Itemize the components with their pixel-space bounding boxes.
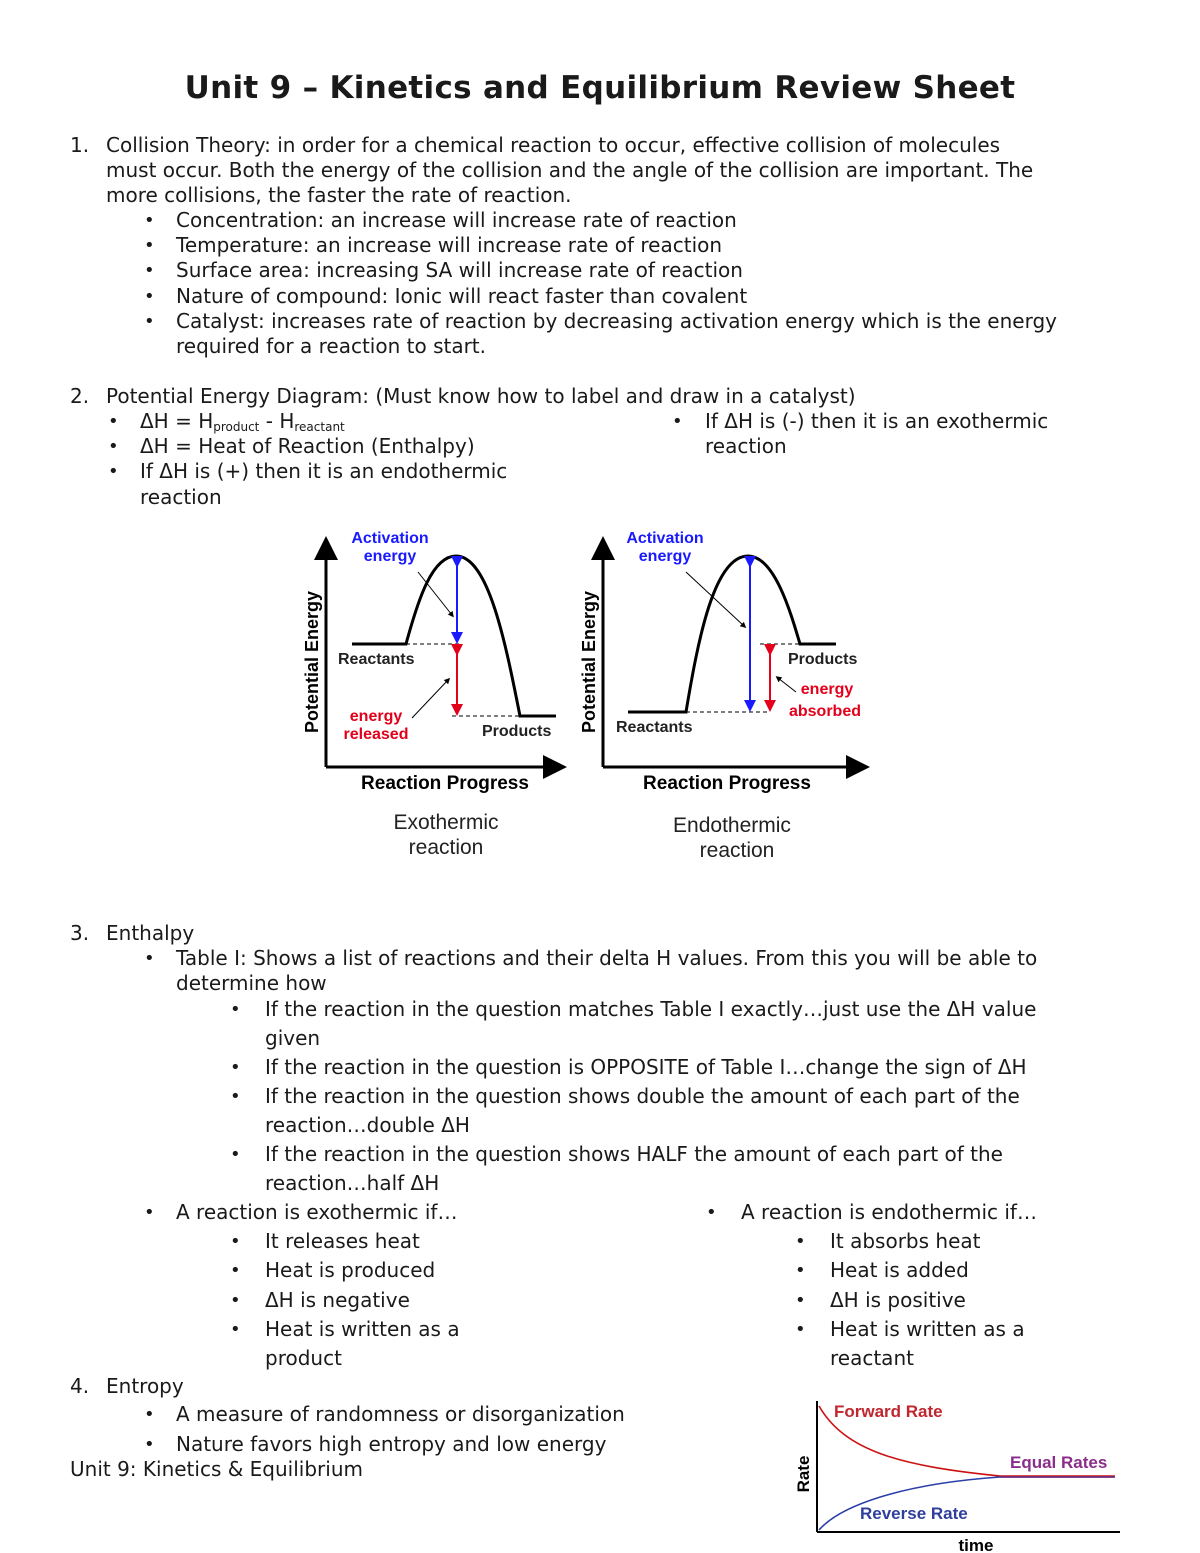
x-axis-label: Reaction Progress (643, 773, 811, 794)
x-axis-label: Reaction Progress (361, 773, 529, 794)
bullet: • (144, 311, 155, 332)
bullet: • (230, 1144, 241, 1165)
section-3-heading: Enthalpy (106, 921, 195, 945)
energy-label-1: energy (800, 681, 854, 698)
sub-item: If the reaction in the question shows double the amount of each part of the (265, 1084, 1020, 1108)
bullet: • (144, 1202, 155, 1223)
sub-item-continued: given (265, 1026, 321, 1050)
bullet: • (230, 1290, 241, 1311)
bullet: • (795, 1260, 806, 1281)
bullet: • (144, 260, 155, 281)
exothermic-heading: A reaction is exothermic if… (176, 1200, 458, 1224)
reverse-rate-label: Reverse Rate (860, 1504, 968, 1523)
bullet: • (230, 999, 241, 1020)
bullet: • (144, 1434, 155, 1455)
sub-item-continued: reaction…half ΔH (265, 1171, 440, 1195)
eq-mid: - H (259, 409, 295, 433)
bullet: • (706, 1202, 717, 1223)
section-1-line-3: more collisions, the faster the rate of reaction. (106, 183, 572, 207)
rate-time-figure (790, 1396, 1130, 1553)
bullet: • (144, 210, 155, 231)
bullet: • (230, 1260, 241, 1281)
exothermic-item-continued: product (265, 1346, 342, 1370)
sub-item: If the reaction in the question shows HALF the amount of each part of the (265, 1142, 1003, 1166)
released-pointer (412, 680, 448, 718)
list-item: Nature favors high entropy and low energy (176, 1432, 607, 1456)
bullet: • (108, 436, 119, 457)
bullet: • (795, 1290, 806, 1311)
list-item: Concentration: an increase will increase rate of reaction (176, 208, 737, 232)
bullet: • (144, 1404, 155, 1425)
list-item: If ΔH is (-) then it is an exothermic (705, 409, 1049, 433)
reactants-label: Reactants (616, 719, 693, 736)
page-title: Unit 9 – Kinetics and Equilibrium Review Sheet (184, 70, 1016, 106)
bullet: • (230, 1086, 241, 1107)
exothermic-item: ΔH is negative (265, 1288, 410, 1312)
eq-prefix: ΔH = H (140, 409, 214, 433)
exothermic-item: Heat is produced (265, 1258, 436, 1282)
endothermic-diagram (579, 530, 861, 862)
exothermic-item: Heat is written as a (265, 1317, 460, 1341)
energy-curve (352, 556, 556, 716)
list-item-continued: required for a reaction to start. (176, 334, 487, 358)
list-item-continued: reaction (140, 485, 222, 509)
section-3-number: 3. (70, 921, 90, 945)
exothermic-diagram (302, 530, 556, 859)
energy-label-2: absorbed (788, 703, 862, 720)
endothermic-item: It absorbs heat (830, 1229, 981, 1253)
page-footer: Unit 9: Kinetics & Equilibrium (70, 1457, 363, 1481)
y-axis-label: Potential Energy (302, 590, 322, 734)
bullet: • (230, 1057, 241, 1078)
x-axis-label: time (958, 1536, 994, 1553)
caption-1: Endothermic (673, 814, 791, 837)
list-item: If ΔH is (+) then it is an endothermic (140, 459, 508, 483)
reactants-label: Reactants (338, 651, 415, 668)
bullet: • (672, 411, 683, 432)
section-4-number: 4. (70, 1374, 90, 1398)
section-1-line-2: must occur. Both the energy of the collision and the angle of the collision are important. The (106, 158, 1034, 182)
products-label: Products (788, 651, 858, 668)
section-1-line-1: Collision Theory: in order for a chemical reaction to occur, effective collision of molecules (106, 133, 1001, 157)
caption-1: Exothermic (393, 811, 499, 834)
y-axis-label: Rate (794, 1455, 813, 1493)
list-item: ΔH = Heat of Reaction (Enthalpy) (140, 434, 475, 458)
absorbed-pointer (778, 678, 796, 692)
list-item: Catalyst: increases rate of reaction by decreasing activation energy which is the energy (176, 309, 1057, 333)
sub-item: If the reaction in the question matches Table I exactly…just use the ΔH value (265, 997, 1037, 1021)
y-axis-label: Potential Energy (579, 590, 599, 734)
list-item: Temperature: an increase will increase rate of reaction (176, 233, 723, 257)
activation-label-1: Activation (351, 530, 429, 547)
section-2-heading: Potential Energy Diagram: (Must know how to label and draw in a catalyst) (106, 384, 856, 408)
list-item-continued: determine how (176, 971, 327, 995)
bullet: • (230, 1231, 241, 1252)
list-item: Surface area: increasing SA will increase rate of reaction (176, 258, 743, 282)
endothermic-item: Heat is written as a (830, 1317, 1025, 1341)
section-2-number: 2. (70, 384, 90, 408)
bullet: • (144, 235, 155, 256)
sub-item-continued: reaction…double ΔH (265, 1113, 470, 1137)
forward-rate-label: Forward Rate (834, 1402, 943, 1421)
bullet: • (144, 948, 155, 969)
equal-rates-label: Equal Rates (1010, 1453, 1108, 1472)
bullet: • (795, 1231, 806, 1252)
eq-sub-product: product (213, 420, 260, 434)
endothermic-heading: A reaction is endothermic if… (741, 1200, 1037, 1224)
sub-item: If the reaction in the question is OPPOSITE of Table I…change the sign of ΔH (265, 1055, 1027, 1079)
caption-2: reaction (408, 836, 484, 859)
caption-2: reaction (699, 839, 775, 862)
bullet: • (144, 286, 155, 307)
activation-label-2: energy (363, 548, 417, 565)
activation-pointer (686, 572, 744, 626)
endothermic-item-continued: reactant (830, 1346, 914, 1370)
list-item: Table I: Shows a list of reactions and their delta H values. From this you will be able to (176, 946, 1038, 970)
bullet: • (795, 1319, 806, 1340)
endothermic-item: ΔH is positive (830, 1288, 966, 1312)
endothermic-item: Heat is added (830, 1258, 969, 1282)
list-item: Nature of compound: Ionic will react faster than covalent (176, 284, 748, 308)
bullet: • (108, 461, 119, 482)
eq-sub-reactant: reactant (294, 420, 345, 434)
activation-label-2: energy (638, 548, 692, 565)
activation-label-1: Activation (626, 530, 704, 547)
energy-label-1: energy (349, 708, 403, 725)
products-label: Products (482, 723, 552, 740)
list-item-continued: reaction (705, 434, 787, 458)
bullet: • (230, 1319, 241, 1340)
section-4-heading: Entropy (106, 1374, 184, 1398)
section-1-number: 1. (70, 133, 90, 157)
bullet: • (108, 411, 119, 432)
exothermic-item: It releases heat (265, 1229, 420, 1253)
list-item: A measure of randomness or disorganization (176, 1402, 625, 1426)
energy-label-2: released (343, 726, 409, 743)
